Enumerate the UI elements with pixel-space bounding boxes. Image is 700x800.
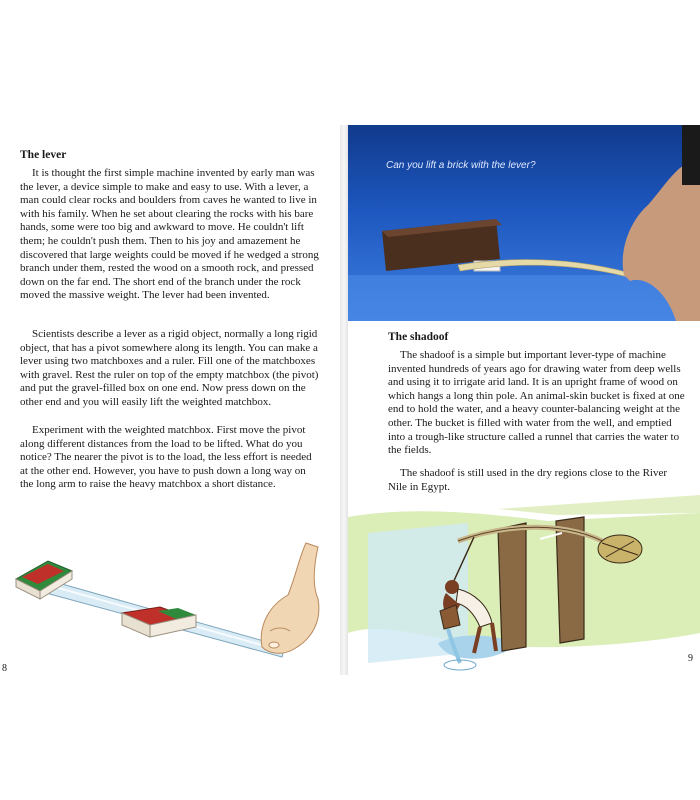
photo-caption: Can you lift a brick with the lever? <box>386 160 536 171</box>
lever-paragraph-3: Experiment with the weighted matchbox. First move the pivot along different distances from the load to be lifted. What do you notice? The nearer the pivot is to the load, the less effort is needed at the other end. However, you have to push down a long way on the long arm to raise the heavy matchbox a short distance. <box>20 424 312 491</box>
page-number-left: 8 <box>2 663 7 674</box>
left-page <box>0 125 340 675</box>
shadoof-paragraph-1: The shadoof is a simple but important lever-type of machine invented hundreds of years ago for drawing water from deep wells and using it to irrigate arid land. It is an upright frame of wood on which hangs a long thin pole. An animal-skin bucket is fixed at one end to hold the water, and a heavy counter-balancing weight at the other. The bucket is filled with water from the well, and emptied into a trough-like structure called a runnel that carries the water to the fields. <box>388 349 685 457</box>
hand-pressing-lever <box>261 543 319 653</box>
shadoof-post-left <box>498 523 526 651</box>
lever-heading: The lever <box>20 149 67 161</box>
lever-paragraph-2: Scientists describe a lever as a rigid object, normally a long rigid object, that has a pivot somewhere along its length. You can make a lever using two matchboxes and a ruler. Fill one of the matchboxes with gravel. Rest the ruler on top of the empty matchbox (the pivot) and put the gravel-filled box on one end. Now press down on the other end and you will easily lift the weighted matchbox. <box>20 328 319 408</box>
lever-illustration <box>0 535 340 675</box>
right-page <box>348 125 700 675</box>
shadoof-paragraph-2: The shadoof is still used in the dry regions close to the River Nile in Egypt. <box>388 467 668 493</box>
shadoof-heading: The shadoof <box>388 331 449 343</box>
page-number-right: 9 <box>688 653 693 664</box>
brick-lever-photo <box>348 125 700 321</box>
lever-paragraph-1: It is thought the first simple machine invented by early man was the lever, a device simple to make and easy to use. With a lever, a man could clear rocks and boulders from caves he wanted to live in with his family. When he set about clearing the rocks with his bare hands, some were too big and awkward to move. He couldn't lift them; he couldn't push them. Then to his joy and amazement he discovered that large weights could be moved if he wedged a strong branch under them, rested the wood on a smooth rock, and pressed down on the far end. The short end of the branch under the rock moved the massive weight. The lever had been invented. <box>20 167 319 302</box>
book-gutter <box>340 125 348 675</box>
pivot-matchbox <box>122 607 196 637</box>
shadoof-post-right <box>556 517 584 643</box>
shadoof-illustration <box>348 493 700 675</box>
